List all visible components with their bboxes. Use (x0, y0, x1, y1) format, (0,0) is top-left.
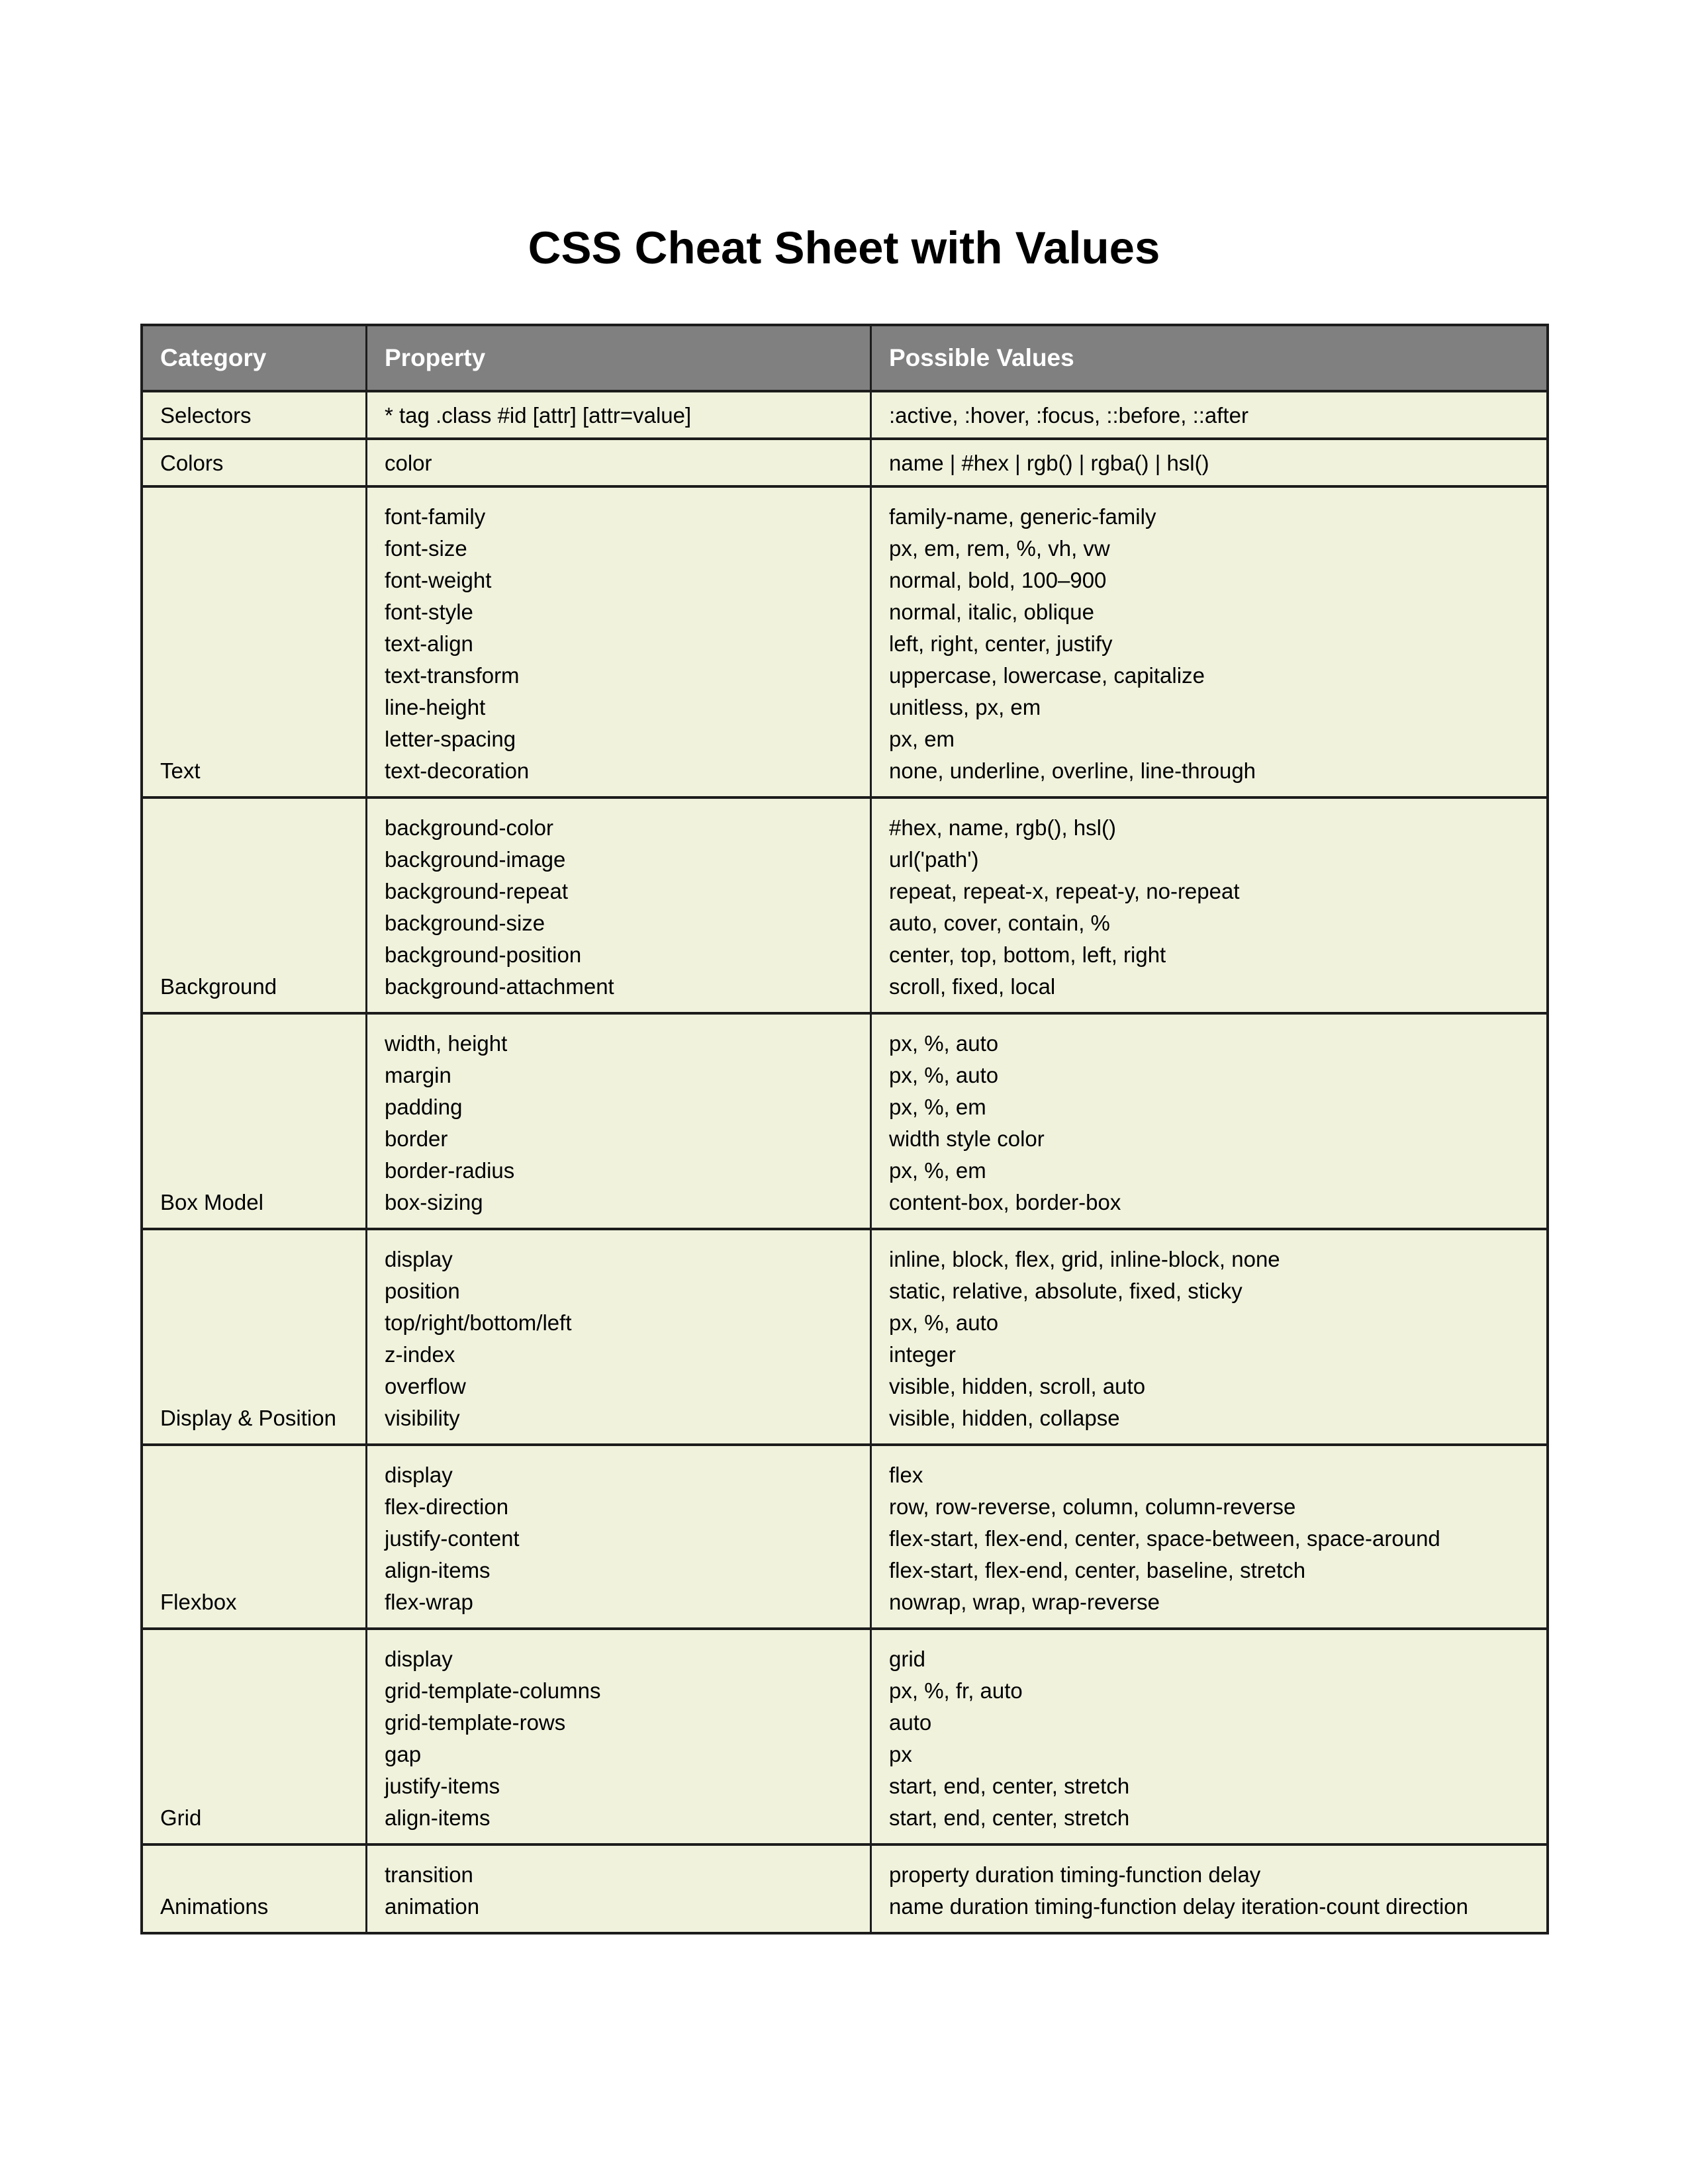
property-lines (385, 799, 870, 1012)
value-line: :active, :hover, :focus, ::before, ::after (889, 403, 1248, 428)
category-cell: Animations (160, 1894, 269, 1919)
property-cell (365, 1015, 870, 1228)
value-line: unitless, px, em (889, 695, 1041, 719)
value-line: center, top, bottom, left, right (889, 942, 1166, 967)
property-line: flex-wrap (385, 1590, 473, 1614)
value-line: name | #hex | rgb() | rgba() | hsl() (889, 451, 1209, 475)
value-line: flex-start, flex-end, center, space-between, space-around (889, 1526, 1440, 1551)
value-lines (889, 799, 1552, 1012)
property-line: color (385, 451, 432, 475)
header-possible-values: Possible Values (870, 326, 1552, 390)
value-line: start, end, center, stretch (889, 1774, 1130, 1798)
value-line: flex-start, flex-end, center, baseline, stretch (889, 1558, 1306, 1582)
value-lines (889, 1446, 1552, 1627)
property-cell (365, 1446, 870, 1627)
value-lines (889, 1230, 1552, 1443)
value-line: family-name, generic-family (889, 504, 1156, 529)
property-line: text-decoration (385, 758, 530, 783)
property-line: justify-content (385, 1526, 520, 1551)
property-line: border-radius (385, 1158, 515, 1183)
property-cell (365, 1846, 870, 1932)
value-line: uppercase, lowercase, capitalize (889, 663, 1205, 688)
property-line: background-image (385, 847, 566, 872)
value-line: grid (889, 1647, 926, 1671)
value-line: none, underline, overline, line-through (889, 758, 1256, 783)
property-line: align-items (385, 1805, 491, 1830)
value-line: px, %, auto (889, 1031, 999, 1056)
value-line: visible, hidden, collapse (889, 1406, 1120, 1430)
category-cell: Box Model (160, 1190, 263, 1214)
property-line: gap (385, 1742, 422, 1766)
value-line: normal, bold, 100–900 (889, 568, 1107, 592)
category-cell: Display & Position (160, 1406, 336, 1430)
values-cell (870, 1846, 1552, 1932)
table-row (143, 392, 1546, 440)
property-line: background-color (385, 815, 553, 840)
table-header-row (143, 326, 1546, 392)
value-line: row, row-reverse, column, column-reverse (889, 1494, 1296, 1519)
values-cell (870, 1446, 1552, 1627)
category-cell: Selectors (160, 403, 252, 428)
value-line: px, %, em (889, 1095, 986, 1119)
category-cell: Text (160, 758, 201, 783)
category-cell: Grid (160, 1805, 202, 1830)
value-line: visible, hidden, scroll, auto (889, 1374, 1146, 1398)
property-lines (385, 440, 870, 485)
property-line: border (385, 1126, 448, 1151)
property-cell (365, 799, 870, 1012)
value-lines (889, 1015, 1552, 1228)
property-line: text-align (385, 631, 473, 656)
property-line: padding (385, 1095, 463, 1119)
property-line: visibility (385, 1406, 460, 1430)
header-category: Category (160, 344, 267, 371)
value-line: nowrap, wrap, wrap-reverse (889, 1590, 1160, 1614)
property-lines (385, 1230, 870, 1443)
value-line: static, relative, absolute, fixed, sticky (889, 1279, 1243, 1303)
category-cell: Background (160, 974, 277, 999)
property-lines (385, 488, 870, 796)
property-line: margin (385, 1063, 451, 1087)
value-line: property duration timing-function delay (889, 1862, 1261, 1887)
table-row (143, 488, 1546, 799)
property-cell (365, 1230, 870, 1443)
property-line: letter-spacing (385, 727, 516, 751)
property-line: line-height (385, 695, 486, 719)
table-row (143, 1630, 1546, 1846)
values-cell (870, 392, 1552, 437)
value-line: name duration timing-function delay iteration-count direction (889, 1894, 1468, 1919)
property-line: display (385, 1463, 453, 1487)
property-cell (365, 1630, 870, 1843)
property-lines (385, 1630, 870, 1843)
value-line: left, right, center, justify (889, 631, 1113, 656)
table-row (143, 1015, 1546, 1230)
property-line: grid-template-rows (385, 1710, 566, 1735)
values-cell (870, 1015, 1552, 1228)
values-cell (870, 1630, 1552, 1843)
property-line: z-index (385, 1342, 455, 1367)
value-line: px (889, 1742, 912, 1766)
property-line: align-items (385, 1558, 491, 1582)
property-line: grid-template-columns (385, 1678, 601, 1703)
values-cell (870, 799, 1552, 1012)
value-line: start, end, center, stretch (889, 1805, 1130, 1830)
value-line: repeat, repeat-x, repeat-y, no-repeat (889, 879, 1240, 903)
value-lines (889, 488, 1552, 796)
value-line: px, %, em (889, 1158, 986, 1183)
value-line: normal, italic, oblique (889, 600, 1094, 624)
table-row (143, 799, 1546, 1015)
property-line: justify-items (385, 1774, 500, 1798)
property-line: display (385, 1247, 453, 1271)
property-line: width, height (385, 1031, 508, 1056)
property-cell (365, 440, 870, 485)
property-line: text-transform (385, 663, 520, 688)
page-title: CSS Cheat Sheet with Values (528, 222, 1160, 273)
property-line: overflow (385, 1374, 466, 1398)
cheat-sheet-table (140, 324, 1549, 1934)
table-row (143, 440, 1546, 488)
value-line: auto (889, 1710, 932, 1735)
table-row (143, 1230, 1546, 1446)
property-line: font-style (385, 600, 473, 624)
property-lines (385, 1015, 870, 1228)
value-line: width style color (889, 1126, 1045, 1151)
value-line: px, em, rem, %, vh, vw (889, 536, 1110, 561)
property-lines (385, 1846, 870, 1932)
property-line: background-size (385, 911, 545, 935)
value-line: #hex, name, rgb(), hsl() (889, 815, 1116, 840)
value-line: px, %, fr, auto (889, 1678, 1023, 1703)
property-lines (385, 392, 870, 437)
property-lines (385, 1446, 870, 1627)
values-cell (870, 1230, 1552, 1443)
value-line: auto, cover, contain, % (889, 911, 1110, 935)
property-line: * tag .class #id [attr] [attr=value] (385, 403, 692, 428)
category-cell: Colors (160, 451, 224, 475)
value-line: px, %, auto (889, 1310, 999, 1335)
property-line: top/right/bottom/left (385, 1310, 572, 1335)
property-line: font-family (385, 504, 486, 529)
property-line: position (385, 1279, 460, 1303)
value-line: integer (889, 1342, 956, 1367)
table-row (143, 1446, 1546, 1630)
value-line: flex (889, 1463, 923, 1487)
category-cell: Flexbox (160, 1590, 237, 1614)
values-cell (870, 440, 1552, 485)
value-line: px, em (889, 727, 955, 751)
value-line: url('path') (889, 847, 979, 872)
property-line: flex-direction (385, 1494, 509, 1519)
property-line: background-repeat (385, 879, 569, 903)
property-line: background-attachment (385, 974, 614, 999)
value-lines (889, 1630, 1552, 1843)
value-line: content-box, border-box (889, 1190, 1121, 1214)
header-property: Property (365, 326, 870, 390)
property-line: box-sizing (385, 1190, 483, 1214)
property-cell (365, 392, 870, 437)
table-row (143, 1846, 1546, 1932)
property-cell (365, 488, 870, 796)
value-lines (889, 440, 1552, 485)
property-line: font-weight (385, 568, 492, 592)
property-line: animation (385, 1894, 480, 1919)
property-line: font-size (385, 536, 467, 561)
value-line: px, %, auto (889, 1063, 999, 1087)
property-line: transition (385, 1862, 473, 1887)
value-lines (889, 1846, 1552, 1932)
property-line: display (385, 1647, 453, 1671)
property-line: background-position (385, 942, 582, 967)
value-line: scroll, fixed, local (889, 974, 1056, 999)
value-lines (889, 392, 1552, 437)
values-cell (870, 488, 1552, 796)
value-line: inline, block, flex, grid, inline-block, none (889, 1247, 1280, 1271)
